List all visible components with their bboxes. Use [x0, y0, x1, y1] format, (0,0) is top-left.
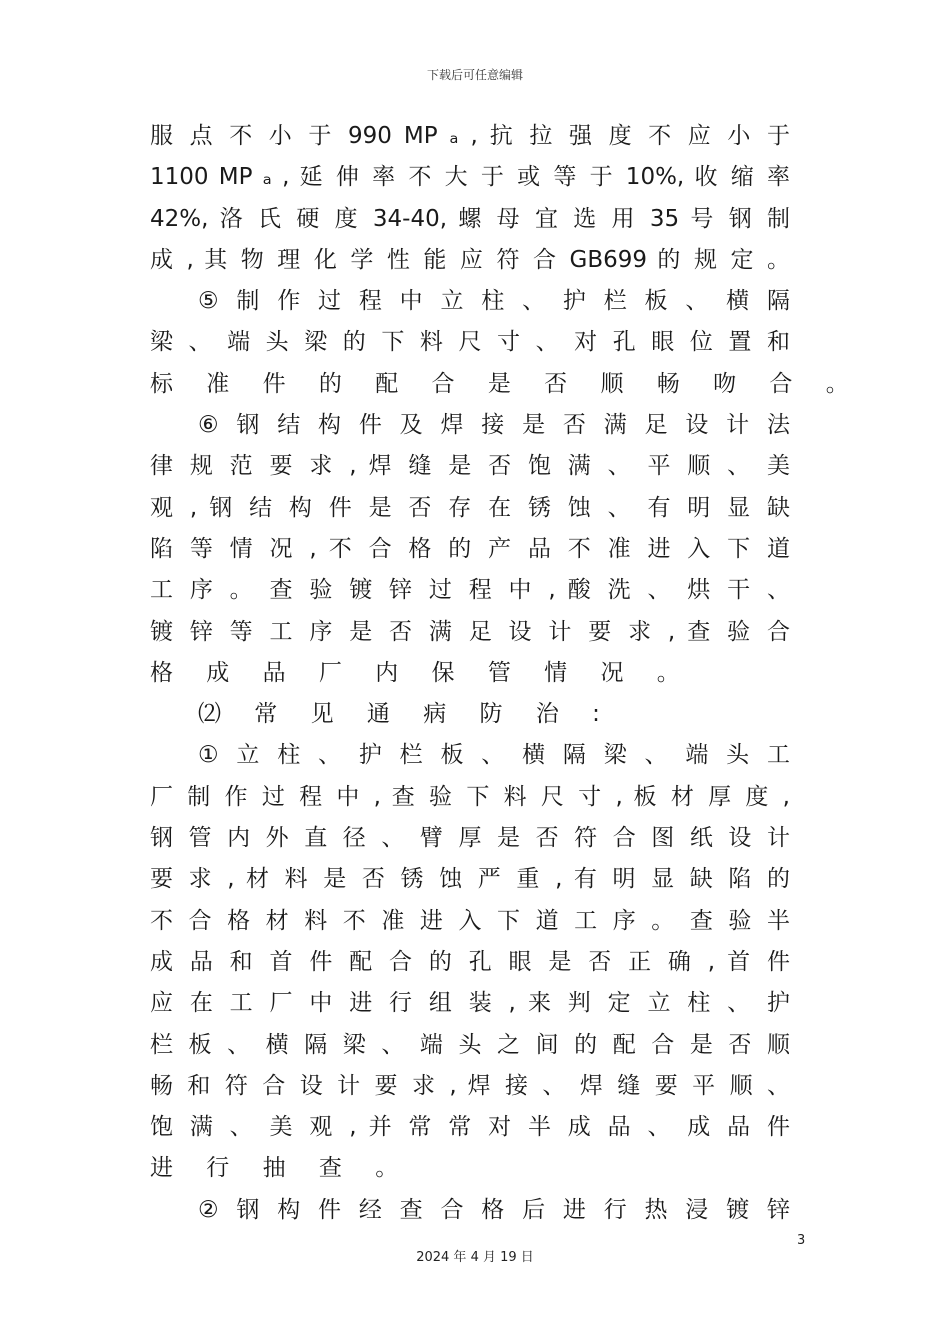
text-line: ⑤ 制 作 过 程 中 立 柱 、 护 栏 板 、 横 隔 [198, 288, 790, 315]
text-line: 钢 管 内 外 直 径 、 臂 厚 是 否 符 合 图 纸 设 计 [150, 825, 790, 852]
text-line: ⑵ 常 见 通 病 防 治 : [198, 701, 613, 728]
text-line: 厂 制 作 过 程 中 , 查 验 下 料 尺 寸 , 板 材 厚 度 , [150, 783, 790, 810]
text-line: 要 求 , 材 料 是 否 锈 蚀 严 重 , 有 明 显 缺 陷 的 [150, 866, 790, 893]
page-header: 下载后可任意编辑 [426, 68, 523, 82]
footer-date: 2024 年 4 月 19 日 [416, 1250, 534, 1265]
text-line: 工 序 。 查 验 镀 锌 过 程 中 , 酸 洗 、 烘 干 、 [150, 577, 790, 604]
text-line: 42%, 洛 氏 硬 度 34-40, 螺 母 宜 选 用 35 号 钢 制 [150, 205, 790, 232]
text-line: 律 规 范 要 求 , 焊 缝 是 否 饱 满 、 平 顺 、 美 [150, 453, 790, 480]
text-line: 格 成 品 厂 内 保 管 情 况 。 [150, 659, 693, 686]
text-line: 标 准 件 的 配 合 是 否 顺 畅 吻 合 。 [150, 370, 862, 397]
text-line: 进 行 抽 查 。 [150, 1155, 412, 1182]
page-number: 3 [797, 1233, 806, 1248]
text-line: 梁 、 端 头 梁 的 下 料 尺 寸 、 对 孔 眼 位 置 和 [150, 329, 790, 356]
document-body [150, 116, 862, 1231]
text-line: 观 , 钢 结 构 件 是 否 存 在 锈 蚀 、 有 明 显 缺 [150, 494, 790, 521]
text-line: 栏 板 、 横 隔 梁 、 端 头 之 间 的 配 合 是 否 顺 [150, 1031, 790, 1058]
text-line: ① 立 柱 、 护 栏 板 、 横 隔 梁 、 端 头 工 [198, 742, 790, 769]
text-line: 1100 MP ₐ , 延 伸 率 不 大 于 或 等 于 10%, 收 缩 率 [150, 164, 790, 191]
text-line: 服 点 不 小 于 990 MP ₐ , 抗 拉 强 度 不 应 小 于 [150, 123, 790, 149]
text-line: 不 合 格 材 料 不 准 进 入 下 道 工 序 。 查 验 半 [150, 907, 790, 934]
text-line: ② 钢 构 件 经 查 合 格 后 进 行 热 浸 镀 锌 [198, 1196, 790, 1223]
text-line: 饱 满 、 美 观 , 并 常 常 对 半 成 品 、 成 品 件 [150, 1114, 790, 1141]
text-line: ⑥ 钢 结 构 件 及 焊 接 是 否 满 足 设 计 法 [198, 412, 790, 439]
text-line: 成 , 其 物 理 化 学 性 能 应 符 合 GB699 的 规 定 。 [150, 246, 790, 273]
text-line: 成 品 和 首 件 配 合 的 孔 眼 是 否 正 确 , 首 件 [150, 948, 790, 975]
text-line: 镀 锌 等 工 序 是 否 满 足 设 计 要 求 , 查 验 合 [150, 618, 790, 645]
text-line: 畅 和 符 合 设 计 要 求 , 焊 接 、 焊 缝 要 平 顺 、 [150, 1072, 790, 1099]
text-line: 陷 等 情 况 , 不 合 格 的 产 品 不 准 进 入 下 道 [150, 535, 790, 562]
text-line: 应 在 工 厂 中 进 行 组 装 , 来 判 定 立 柱 、 护 [150, 990, 790, 1017]
